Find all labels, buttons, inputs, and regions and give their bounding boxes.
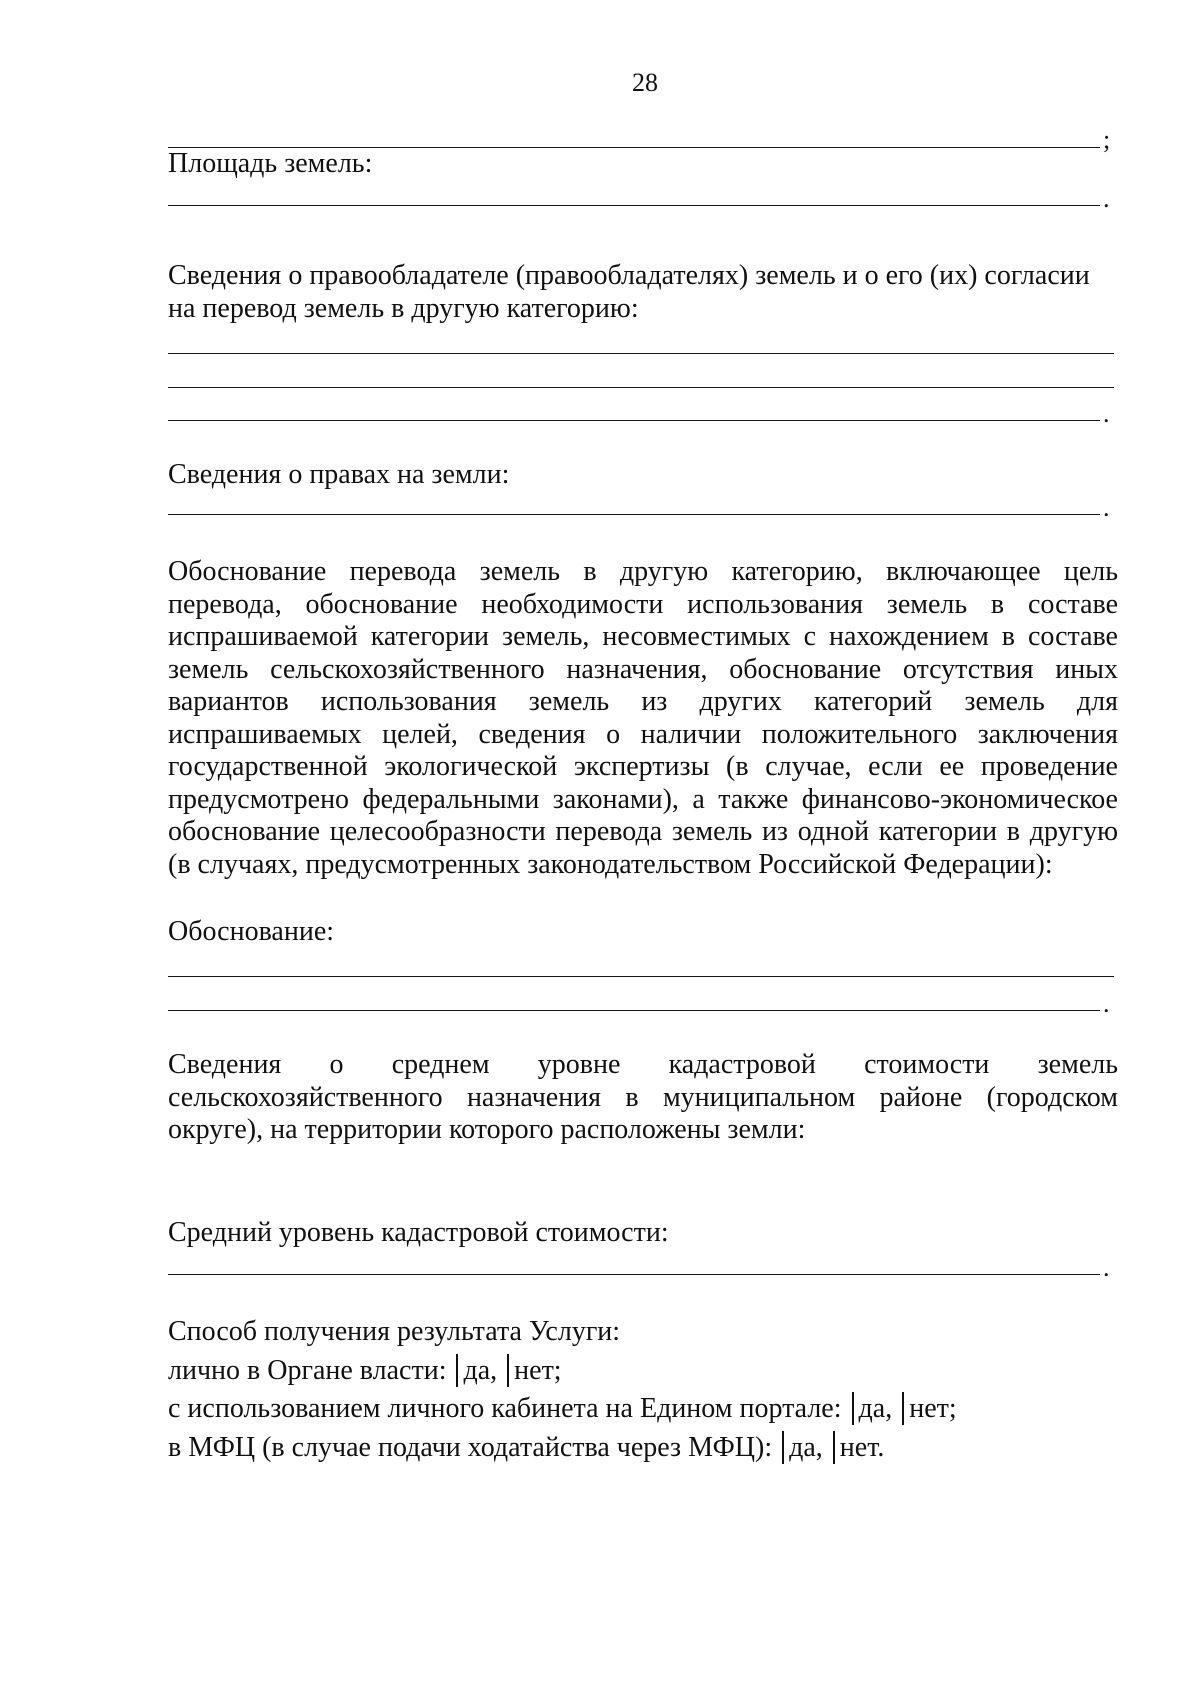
paragraph-line: обоснование целесообразности перевода земель из одной категории в другую xyxy=(168,816,1118,847)
paragraph-line: земель сельскохозяйственного назначения, обоснование отсутствия иных xyxy=(168,653,1118,685)
field-line xyxy=(168,1274,1100,1275)
option-yes-label: да, xyxy=(789,1432,823,1463)
paragraph-line: испрашиваемых целей, сведения о наличии положительного заключения xyxy=(168,718,1118,750)
field-line xyxy=(168,205,1100,206)
field-line xyxy=(168,976,1114,977)
field-line xyxy=(168,420,1100,421)
paragraph-line: испрашиваемой категории земель, несовместимых с нахождением в составе xyxy=(168,621,1118,652)
paragraph-line: Сведения о среднем уровне кадастровой стоимости земель xyxy=(168,1049,1118,1080)
justification-paragraph xyxy=(168,556,1118,881)
rights-label: Сведения о правах на земли: xyxy=(168,459,510,490)
paragraph-line: перевода, обоснование необходимости использования земель в составе xyxy=(168,588,1118,620)
cadastral-paragraph xyxy=(168,1049,1118,1147)
checkbox-no[interactable] xyxy=(833,1431,835,1464)
option-no-label: нет. xyxy=(839,1432,885,1463)
page-number: 28 xyxy=(632,68,658,97)
paragraph-line: округе), на территории которого расположены земли: xyxy=(168,1114,806,1145)
paragraph-line: сельскохозяйственного назначения в муниципальном районе (городском xyxy=(168,1081,1118,1113)
option-yes-label: да, xyxy=(463,1355,498,1386)
option-yes-label: да, xyxy=(858,1393,893,1424)
result-option-in-person xyxy=(168,1355,562,1388)
option-label: лично в Органе власти: xyxy=(168,1355,447,1386)
cost-label: Средний уровень кадастровой стоимости: xyxy=(168,1217,669,1248)
field-line xyxy=(168,514,1100,515)
checkbox-yes[interactable] xyxy=(782,1431,784,1464)
checkbox-no[interactable] xyxy=(902,1392,904,1425)
area-label: Площадь земель: xyxy=(168,148,373,179)
field-line-punct: . xyxy=(1103,989,1110,1018)
paragraph-line: государственной экологической экспертизы (в случае, если ее проведение xyxy=(168,751,1118,782)
field-line-punct: . xyxy=(1103,1253,1110,1282)
option-no-label: нет; xyxy=(909,1393,957,1424)
checkbox-no[interactable] xyxy=(507,1354,509,1387)
result-option-mfc xyxy=(168,1432,884,1465)
checkbox-yes[interactable] xyxy=(456,1354,458,1387)
checkbox-yes[interactable] xyxy=(852,1392,854,1425)
paragraph-line: (в случаях, предусмотренных законодательством Российской Федерации): xyxy=(168,848,1053,880)
option-label: в МФЦ (в случае подачи ходатайства через МФЦ): xyxy=(168,1432,773,1463)
owners-paragraph-line: на перевод земель в другую категорию: xyxy=(168,293,639,324)
owners-paragraph-line: Сведения о правообладателе (правообладателях) земель и о его (их) согласии xyxy=(168,260,1090,291)
field-line-punct: ; xyxy=(1103,125,1111,154)
field-line xyxy=(168,1010,1100,1011)
result-method-title: Способ получения результата Услуги: xyxy=(168,1316,621,1347)
option-no-label: нет; xyxy=(514,1355,562,1386)
justification-label: Обоснование: xyxy=(168,916,335,947)
field-line-punct: . xyxy=(1103,184,1110,213)
option-label: с использованием личного кабинета на Едином портале: xyxy=(168,1393,842,1424)
field-line xyxy=(168,387,1114,388)
field-line-punct: . xyxy=(1103,399,1110,428)
paragraph-line: вариантов использования земель из других категорий земель для xyxy=(168,686,1118,717)
paragraph-line: предусмотрено федеральными законами), а также финансово-экономическое xyxy=(168,783,1118,815)
field-line-punct: . xyxy=(1103,493,1110,522)
paragraph-line: Обоснование перевода земель в другую категорию, включающее цель xyxy=(168,556,1118,587)
field-line xyxy=(168,353,1114,354)
result-option-portal xyxy=(168,1393,957,1426)
